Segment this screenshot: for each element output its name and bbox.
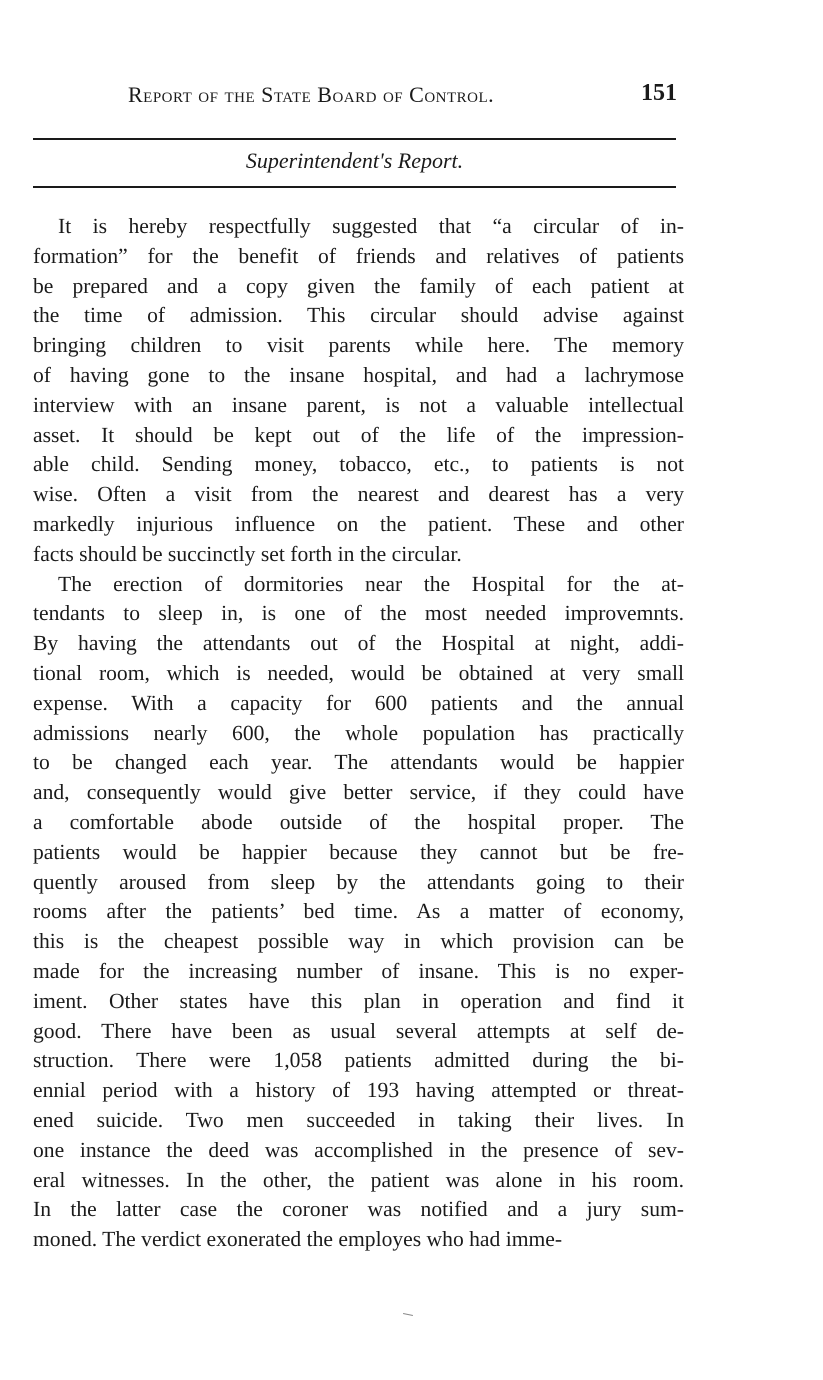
text-line: eral witnesses. In the other, the patient was alone in his room.	[33, 1167, 684, 1192]
text-line: rooms after the patients’ bed time. As a matter of economy,	[33, 899, 684, 924]
text-line: formation” for the benefit of friends and relatives of patients	[33, 243, 684, 268]
text-line: iment. Other states have this plan in operation and find it	[33, 988, 684, 1013]
text-line: of having gone to the insane hospital, and had a lachrymose	[33, 362, 684, 387]
text-line: and, consequently would give better service, if they could have	[33, 780, 684, 805]
text-line: tional room, which is needed, would be obtained at very small	[33, 660, 684, 685]
text-line: asset. It should be kept out of the life of the impression-	[33, 422, 684, 447]
text-line: good. There have been as usual several attempts at self de-	[33, 1018, 684, 1043]
text-line: moned. The verdict exonerated the employes who had imme-	[33, 1227, 563, 1252]
top-rule	[33, 138, 676, 140]
text-line: one instance the deed was accomplished in the presence of sev-	[33, 1137, 684, 1162]
text-line: By having the attendants out of the Hospital at night, addi-	[33, 631, 684, 656]
text-line: markedly injurious influence on the patient. These and other	[33, 511, 684, 536]
text-line: It is hereby respectfully suggested that “a circular of in-	[58, 214, 684, 238]
section-title: Superintendent's Report.	[245, 148, 464, 173]
text-line: able child. Sending money, tobacco, etc., to patients is not	[33, 452, 684, 477]
print-mark	[403, 1313, 413, 1316]
text-line: interview with an insane parent, is not a valuable intellectual	[33, 392, 684, 417]
text-line: this is the cheapest possible way in which provision can be	[33, 929, 684, 954]
text-line: made for the increasing number of insane. This is no exper-	[33, 958, 684, 983]
text-line: quently aroused from sleep by the attendants going to their	[33, 869, 684, 894]
page-number: 151	[641, 80, 677, 106]
text-line: In the latter case the coroner was notified and a jury sum-	[33, 1197, 684, 1222]
text-line: tendants to sleep in, is one of the most needed improvemnts.	[33, 601, 684, 626]
paragraph	[33, 570, 684, 1255]
text-line: bringing children to visit parents while here. The memory	[33, 333, 684, 358]
text-line: the time of admission. This circular should advise against	[33, 303, 684, 328]
text-line: patients would be happier because they cannot but be fre-	[33, 839, 684, 864]
text-line: ennial period with a history of 193 having attempted or threat-	[33, 1078, 684, 1103]
text-line: be prepared and a copy given the family of each patient at	[33, 273, 684, 298]
text-line: struction. There were 1,058 patients admitted during the bi-	[33, 1048, 684, 1073]
text-line: expense. With a capacity for 600 patients and the annual	[33, 690, 684, 715]
text-line: a comfortable abode outside of the hospital proper. The	[33, 809, 684, 834]
running-head: Report of the State Board of Control.	[128, 82, 495, 107]
text-line: ened suicide. Two men succeeded in taking their lives. In	[33, 1107, 684, 1132]
text-line: facts should be succinctly set forth in the circular.	[33, 541, 462, 566]
paragraph	[33, 212, 684, 570]
body-text	[33, 212, 684, 1255]
text-line: to be changed each year. The attendants would be happier	[33, 750, 684, 775]
text-line: wise. Often a visit from the nearest and dearest has a very	[33, 482, 684, 507]
text-line: The erection of dormitories near the Hospital for the at-	[58, 571, 684, 596]
text-line: admissions nearly 600, the whole population has practically	[33, 720, 684, 745]
bottom-rule	[33, 186, 676, 188]
